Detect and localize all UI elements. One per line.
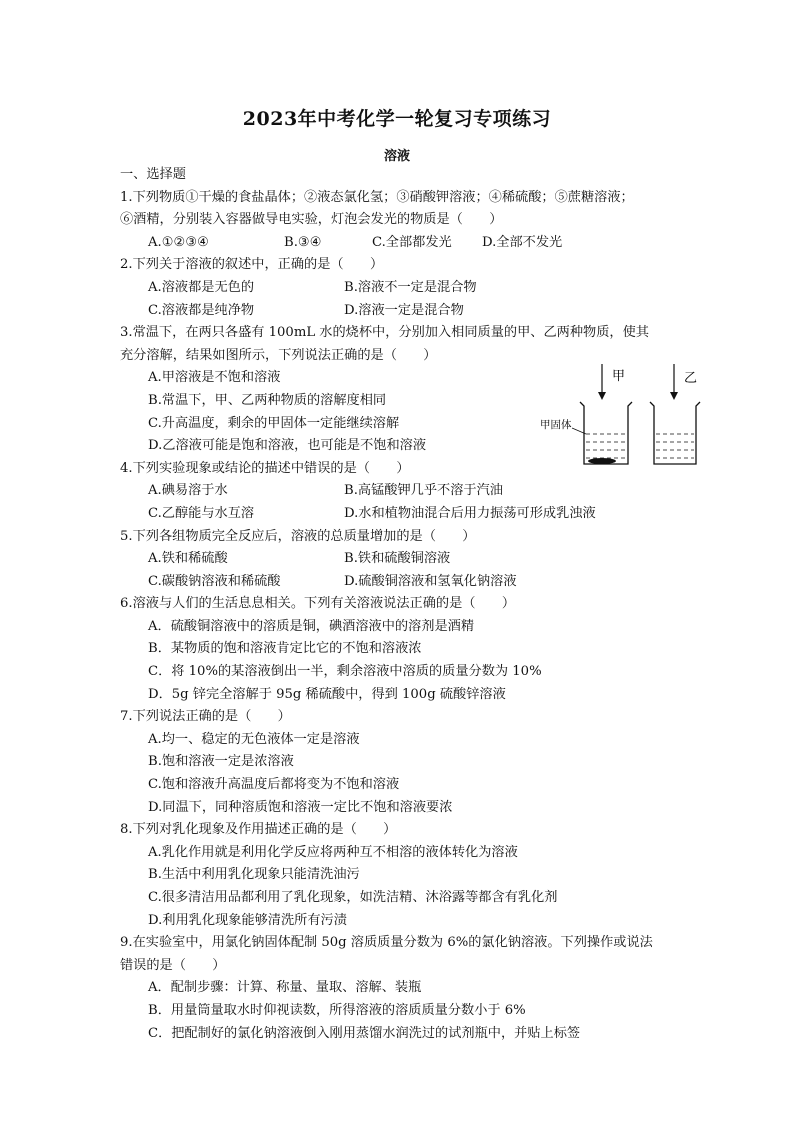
q8-stem: 8.下列对乳化现象及作用描述正确的是（ ） xyxy=(120,822,397,838)
q3-option-d: D.乙溶液可能是饱和溶液，也可能是不饱和溶液 xyxy=(148,438,427,454)
q3-option-a: A.甲溶液是不饱和溶液 xyxy=(148,370,281,386)
q6-option-b: B．某物质的饱和溶液肯定比它的不饱和溶液浓 xyxy=(148,641,422,657)
q4-stem: 4.下列实验现象或结论的描述中错误的是（ ） xyxy=(120,460,410,476)
arrow-a-icon xyxy=(598,364,606,400)
q8-option-a: A.乳化作用就是利用化学反应将两种互不相溶的液体转化为溶液 xyxy=(148,844,518,860)
q5-options-cd xyxy=(120,571,680,594)
q1-options xyxy=(120,232,680,255)
q4-options-ab xyxy=(120,480,680,503)
arrow-b-icon xyxy=(670,364,678,400)
q7-option-d: D.同温下，同种溶质饱和溶液一定比不饱和溶液要浓 xyxy=(148,799,453,815)
q8-option-d: D.利用乳化现象能够清洗所有污渍 xyxy=(148,912,347,928)
beaker-a-icon xyxy=(580,402,632,464)
q7-option-b: B.饱和溶液一定是浓溶液 xyxy=(148,754,294,770)
q2-option-c: C.溶液都是纯净物 xyxy=(148,302,255,318)
label-jia: 甲 xyxy=(612,369,626,384)
q4-option-d: D.水和植物油混合后用力振荡可形成乳浊液 xyxy=(344,505,596,521)
q2-options-cd xyxy=(120,300,680,323)
q2-options-ab xyxy=(120,277,680,300)
q2-option-b: B.溶液不一定是混合物 xyxy=(344,279,477,295)
q5-option-d: D.硫酸铜溶液和氢氧化钠溶液 xyxy=(344,573,517,589)
q1-option-b: B.③④ xyxy=(284,234,322,250)
q3-option-c: C.升高温度，剩余的甲固体一定能继续溶解 xyxy=(148,415,400,431)
q5-stem: 5.下列各组物质完全反应后，溶液的总质量增加的是（ ） xyxy=(120,528,476,544)
q7-stem: 7.下列说法正确的是（ ） xyxy=(120,709,291,725)
q5-option-c: C.碳酸钠溶液和稀硫酸 xyxy=(148,573,281,589)
q2-stem: 2.下列关于溶液的叙述中，正确的是（ ） xyxy=(120,257,384,273)
q4-option-b: B.高锰酸钾几乎不溶于汽油 xyxy=(344,483,503,499)
q6-option-c: C．将 10%的某溶液倒出一半，剩余溶液中溶质的质量分数为 10% xyxy=(148,664,542,680)
page-title: 2023年中考化学一轮复习专项练习 xyxy=(242,108,552,130)
q5-option-b: B.铁和硫酸铜溶液 xyxy=(344,551,451,567)
q4-option-a: A.碘易溶于水 xyxy=(148,483,228,499)
q1-option-a: A.①②③④ xyxy=(148,234,210,250)
q9-stem-line2: 错误的是（ ） xyxy=(120,957,226,973)
q3-stem-line2: 充分溶解，结果如图所示，下列说法正确的是（ ） xyxy=(120,347,437,363)
q9-option-b: B．用量筒量取水时仰视读数，所得溶液的溶质质量分数小于 6% xyxy=(148,1002,526,1018)
q8-option-b: B.生活中利用乳化现象只能清洗油污 xyxy=(148,867,360,883)
beaker-figure xyxy=(536,362,706,472)
question-list xyxy=(120,164,680,1045)
q2-option-a: A.溶液都是无色的 xyxy=(148,279,255,295)
q6-stem: 6.溶液与人们的生活息息相关。下列有关溶液说法正确的是（ ） xyxy=(120,596,516,612)
q4-options-cd xyxy=(120,503,680,526)
q4-option-c: C.乙醇能与水互溶 xyxy=(148,505,255,521)
q3-option-b: B.常温下，甲、乙两种物质的溶解度相同 xyxy=(148,392,387,408)
q9-stem-line1: 9.在实验室中，用氯化钠固体配制 50g 溶质质量分数为 6%的氯化钠溶液。下列操作或说法 xyxy=(120,935,653,951)
q5-option-a: A.铁和稀硫酸 xyxy=(148,551,228,567)
q2-option-d: D.溶液一定是混合物 xyxy=(344,302,464,318)
q1-option-d: D.全部不发光 xyxy=(482,234,563,250)
q6-option-d: D．5g 锌完全溶解于 95g 稀硫酸中，得到 100g 硫酸锌溶液 xyxy=(148,686,506,702)
q7-option-a: A.均一、稳定的无色液体一定是溶液 xyxy=(148,731,360,747)
label-yi: 乙 xyxy=(684,371,698,386)
q1-stem-line2: ⑥酒精，分别装入容器做导电实验，灯泡会发光的物质是（ ） xyxy=(120,212,503,228)
q6-option-a: A．硫酸铜溶液中的溶质是铜，碘酒溶液中的溶剂是酒精 xyxy=(148,618,475,634)
beaker-b-icon xyxy=(650,402,700,464)
section-heading: 一、选择题 xyxy=(120,167,186,182)
q7-option-c: C.饱和溶液升高温度后都将变为不饱和溶液 xyxy=(148,777,400,793)
label-solid: 甲固体 xyxy=(540,419,572,431)
page-subtitle: 溶液 xyxy=(383,149,410,164)
q3-stem-line1: 3.常温下，在两只各盛有 100mL 水的烧杯中，分别加入相同质量的甲、乙两种物质，使其 xyxy=(120,325,649,341)
q8-option-c: C.很多清洁用品都利用了乳化现象，如洗洁精、沐浴露等都含有乳化剂 xyxy=(148,890,558,905)
q9-option-c: C．把配制好的氯化钠溶液倒入刚用蒸馏水润洗过的试剂瓶中，并贴上标签 xyxy=(148,1025,581,1041)
q1-stem-line1: 1.下列物质①干燥的食盐晶体；②液态氯化氢；③硝酸钾溶液；④稀硫酸；⑤蔗糖溶液； xyxy=(120,189,634,205)
q1-option-c: C.全部都发光 xyxy=(372,234,452,250)
q5-options-ab xyxy=(120,548,680,571)
q9-option-a: A．配制步骤：计算、称量、量取、溶解、装瓶 xyxy=(148,980,422,996)
